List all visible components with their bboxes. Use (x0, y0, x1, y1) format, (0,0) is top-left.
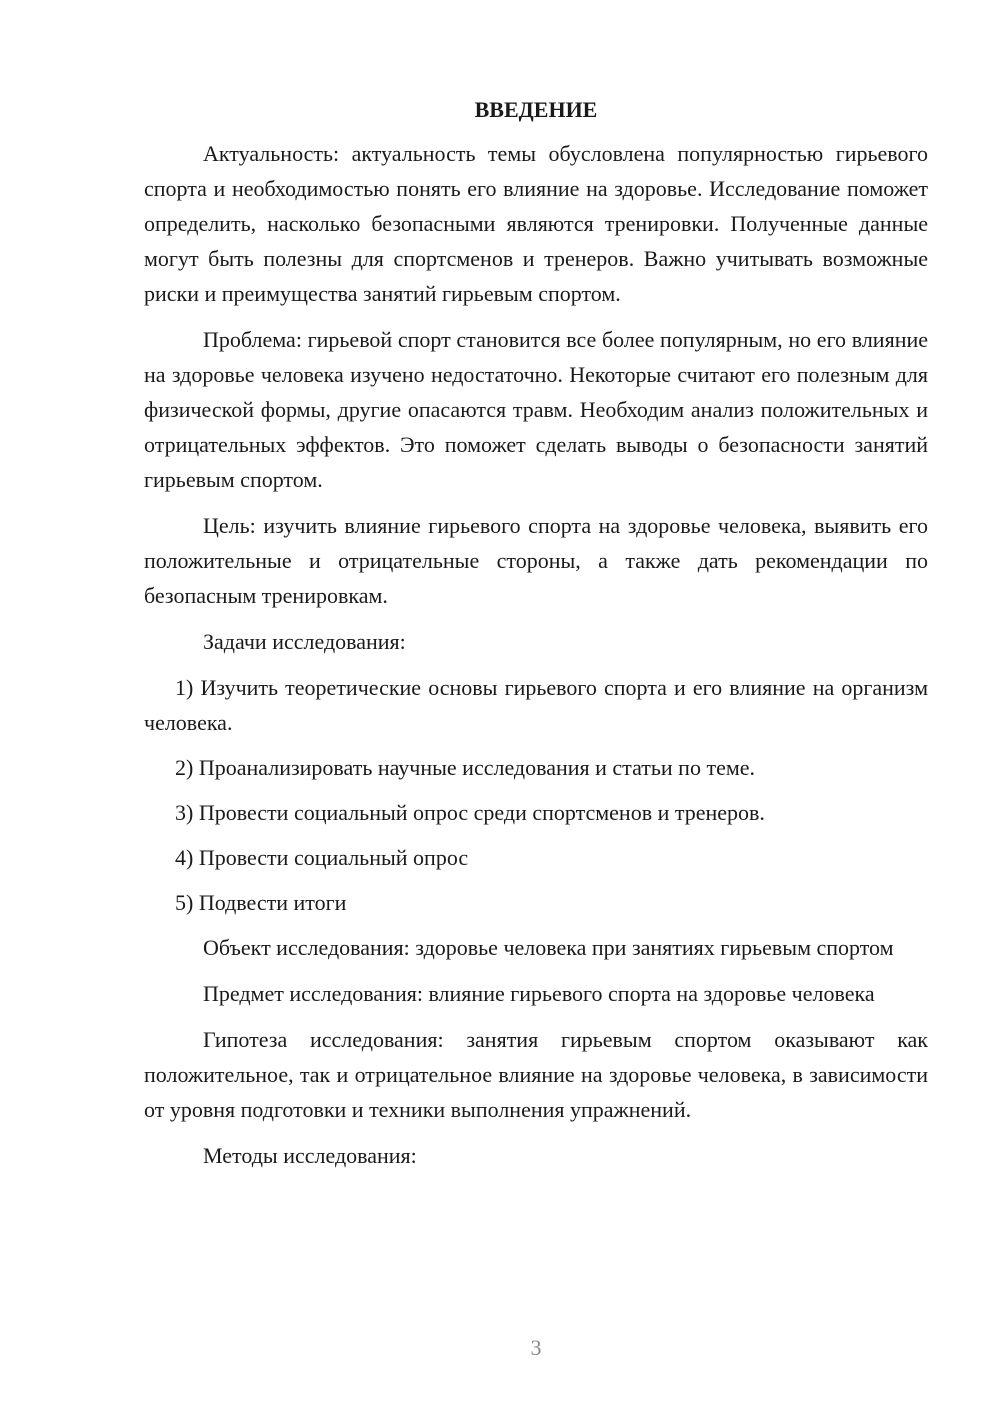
paragraph-hypothesis: Гипотеза исследования: занятия гирьевым спортом оказывают как положительное, так и отрицательное влияние на здоровье человека, в зависимости от уровня подготовки и техники выполнения упражнений. (144, 1027, 928, 1122)
task-item-1: 1) Изучить теоретические основы гирьевого спорта и его влияние на организм человека. (144, 675, 928, 735)
task-item-4: 4) Провести социальный опрос (175, 845, 469, 870)
paragraph-goal: Цель: изучить влияние гирьевого спорта на здоровье человека, выявить его положительные и отрицательные стороны, а также дать рекомендации по безопасным тренировкам. (144, 513, 928, 608)
paragraph-relevance: Актуальность: актуальность темы обусловлена популярностью гирьевого спорта и необходимостью понять его влияние на здоровье. Исследование поможет определить, насколько безопасными являются тренировки. Полученные данные могут быть полезны для спортсменов и тренеров. Важно учитывать возможные риски и преимущества занятий гирьевым спортом. (144, 141, 928, 306)
task-item-5: 5) Подвести итоги (175, 890, 347, 915)
page-title: ВВЕДЕНИЕ (474, 97, 598, 122)
paragraph-problem: Проблема: гирьевой спорт становится все более популярным, но его влияние на здоровье человека изучено недостаточно. Некоторые считают его полезным для физической формы, другие опасаются травм. Необходим анализ положительных и отрицательных эффектов. Это поможет сделать выводы о безопасности занятий гирьевым спортом. (144, 327, 928, 492)
task-item-2: 2) Проанализировать научные исследования и статьи по теме. (175, 755, 756, 780)
page-number: 3 (530, 1335, 542, 1360)
task-item-3: 3) Провести социальный опрос среди спортсменов и тренеров. (175, 800, 765, 825)
paragraph-object: Объект исследования: здоровье человека при занятиях гирьевым спортом (203, 935, 894, 960)
page-content (144, 94, 928, 1184)
tasks-heading: Задачи исследования: (203, 629, 406, 654)
paragraph-subject: Предмет исследования: влияние гирьевого спорта на здоровье человека (203, 981, 875, 1006)
methods-heading: Методы исследования: (203, 1143, 417, 1168)
